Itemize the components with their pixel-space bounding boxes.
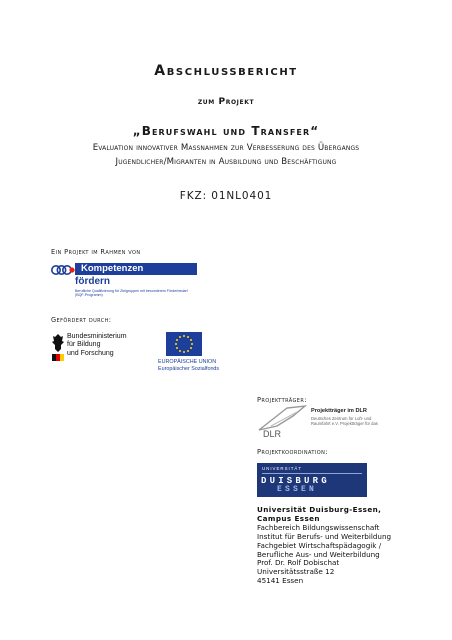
bmbf-line-2: für Bildung <box>67 341 101 349</box>
kompetenzen-foerdern-logo <box>51 263 199 307</box>
ude-uni: UNIVERSITÄT <box>262 466 303 471</box>
address-line-4: Institut für Berufs- und Weiterbildung <box>257 531 392 541</box>
address-line-2: Campus Essen <box>257 513 320 523</box>
address-line-5: Fachgebiet Wirtschaftspädagogik / <box>257 540 382 550</box>
address-line-1: Universität Duisburg-Essen, <box>257 505 382 514</box>
report-subtitle: zum Projekt <box>197 97 255 107</box>
funded-by-label: Gefördert durch: <box>51 316 112 324</box>
ude-logo <box>257 463 367 497</box>
kf-box-text: Kompetenzen <box>75 263 197 275</box>
eu-line-2: Europäischer Sozialfonds <box>158 365 220 372</box>
dlr-subtitle: Deutsches Zentrum für Luft- und Raumfahrt e.V. Projektträger für das <box>311 416 378 426</box>
report-title: Abschlussbericht <box>154 63 298 79</box>
dlr-word: DLR <box>263 429 282 439</box>
address-line-6: Berufliche Aus- und Weiterbildung <box>257 549 380 559</box>
address-line-8: Universitätsstraße 12 <box>257 567 335 577</box>
ude-divider <box>262 473 362 474</box>
bmbf-logo <box>51 332 151 376</box>
funding-code: FKZ: 01NL0401 <box>179 190 273 202</box>
ude-essen: ESSEN <box>277 485 318 494</box>
address-line-9: 45141 Essen <box>257 576 304 586</box>
eu-logo <box>158 332 262 376</box>
project-name: „Berufswahl und Transfer“ <box>132 124 320 138</box>
kf-tagline: Berufliche Qualifizierung für Zielgruppen mit besonderem Förderbedarf (BQF-Programm) <box>75 289 188 298</box>
address-line-7: Prof. Dr. Rolf Dobischat <box>257 558 340 568</box>
sponsor-label: Projektträger: <box>257 396 307 404</box>
bmbf-line-1: Bundesministerium <box>67 333 127 340</box>
kf-word: fördern <box>75 276 110 287</box>
coordination-label: Projektkoordination: <box>257 448 328 456</box>
dlr-logo <box>257 404 393 440</box>
framework-label: Ein Projekt im Rahmen von <box>51 248 141 256</box>
eu-flag-icon <box>166 332 202 356</box>
project-description: Evaluation innovativer Maßnahmen zur Verbesserung des Übergangs Jugendlicher/Migranten in Ausbildung und Beschäftigung <box>92 143 360 167</box>
bmbf-line-3: und Forschung <box>67 349 114 357</box>
eu-line-1: EUROPÄISCHE UNION <box>158 359 217 365</box>
coordination-address <box>257 506 447 586</box>
dlr-name: Projektträger im DLR <box>311 408 367 414</box>
circles-icon <box>51 263 75 279</box>
address-line-3: Fachbereich Bildungswissenschaft <box>257 522 380 532</box>
eagle-icon <box>51 332 65 376</box>
ude-duisburg: DUISBURG <box>261 476 330 486</box>
